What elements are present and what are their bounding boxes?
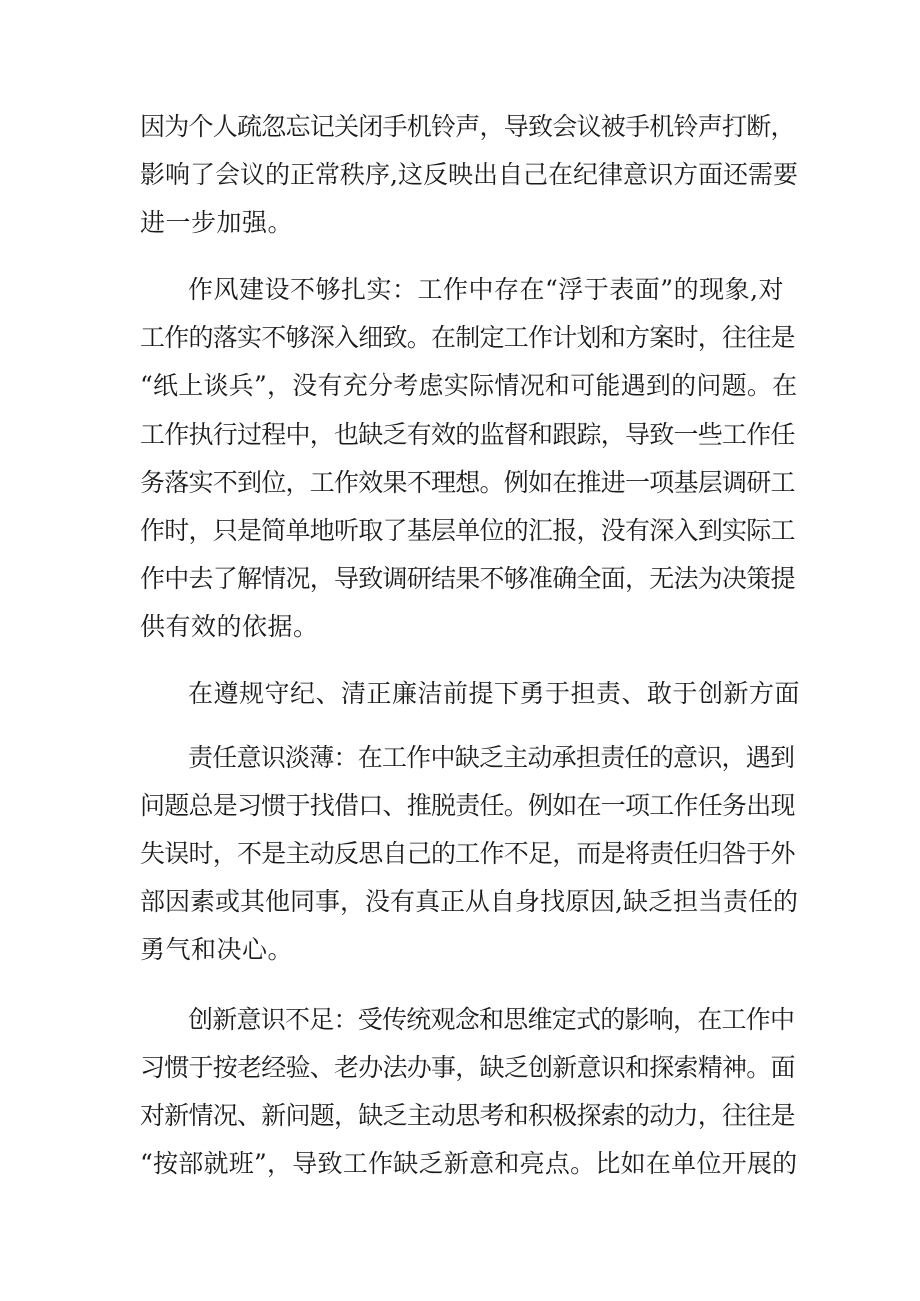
text-line: 责任意识淡薄：在工作中缺乏主动承担责任的意识，遇到 [188, 743, 795, 772]
text-line: 习惯于按老经验、老办法办事，缺乏创新意识和探索精神。面 [140, 1053, 795, 1082]
text-line: 进一步加强。 [140, 208, 294, 237]
text-line: 勇气和决心。 [140, 935, 294, 964]
text-line: 因为个人疏忽忘记关闭手机铃声，导致会议被手机铃声打断， [140, 112, 795, 141]
text-line: “按部就班”，导致工作缺乏新意和亮点。比如在单位开展的 [140, 1149, 798, 1178]
text-line: 务落实不到位，工作效果不理想。例如在推进一项基层调研工 [140, 468, 795, 497]
text-line: 作时，只是简单地听取了基层单位的汇报，没有深入到实际工 [140, 516, 795, 545]
text-line: 作中去了解情况，导致调研结果不够准确全面，无法为决策提 [140, 564, 795, 593]
text-line: 对新情况、新问题，缺乏主动思考和积极探索的动力，往往是 [140, 1101, 795, 1130]
section-heading: 在遵规守纪、清正廉洁前提下勇于担责、敢于创新方面 [188, 679, 801, 708]
text-line: 供有效的依据。 [140, 612, 319, 641]
text-line: 工作执行过程中，也缺乏有效的监督和跟踪，导致一些工作任 [140, 420, 795, 449]
text-line: 影响了会议的正常秩序,这反映出自己在纪律意识方面还需要 [140, 160, 798, 189]
text-line: 工作的落实不够深入细致。在制定工作计划和方案时，往往是 [140, 323, 795, 352]
text-line: 部因素或其他同事，没有真正从自身找原因,缺乏担当责任的 [140, 887, 798, 916]
text-line: 作风建设不够扎实：工作中存在“浮于表面”的现象,对 [188, 275, 785, 304]
text-line: 失误时，不是主动反思自己的工作不足，而是将责任归咎于外 [140, 839, 795, 868]
text-line: “纸上谈兵”，没有充分考虑实际情况和可能遇到的问题。在 [140, 371, 798, 400]
text-line: 问题总是习惯于找借口、推脱责任。例如在一项工作任务出现 [140, 791, 795, 820]
text-line: 创新意识不足：受传统观念和思维定式的影响，在工作中 [188, 1005, 795, 1034]
